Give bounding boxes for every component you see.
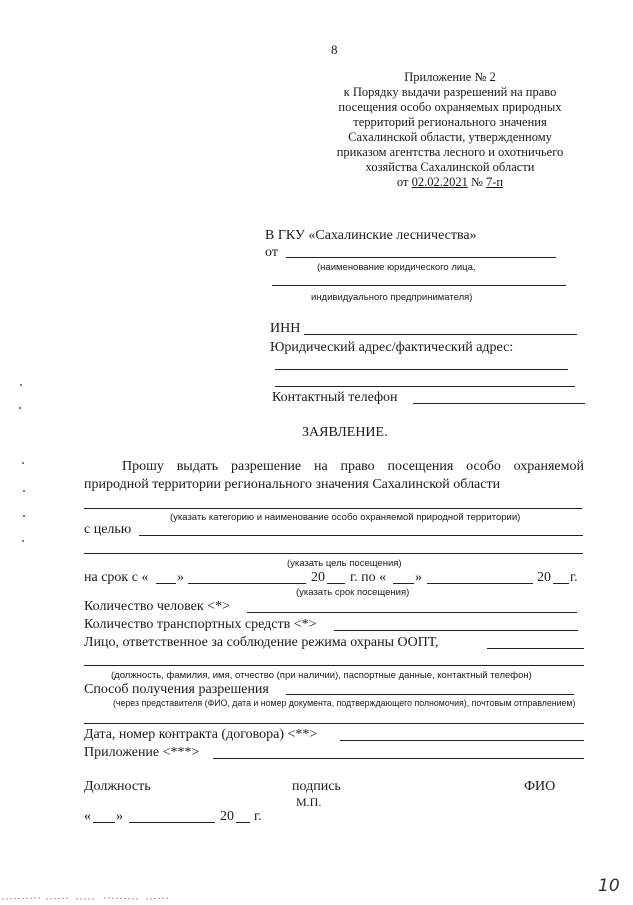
people-count-label: Количество человек <*> <box>84 599 230 614</box>
responsible-input[interactable] <box>487 648 584 649</box>
document-title: ЗАЯВЛЕНИЕ. <box>302 425 388 440</box>
signature-year-suffix: г. <box>254 809 262 824</box>
phone-label: Контактный телефон <box>272 390 398 405</box>
term-prefix: на срок с « <box>84 570 149 585</box>
term-year-2: 20 <box>537 570 551 585</box>
term-year-from[interactable] <box>327 583 345 584</box>
vehicle-count-input[interactable] <box>334 630 578 631</box>
contract-label: Дата, номер контракта (договора) <**> <box>84 727 318 742</box>
responsible-label: Лицо, ответственное за соблюдение режима охраны ООПТ, <box>84 635 439 650</box>
purpose-input-line[interactable] <box>139 535 583 536</box>
appendix-line: хозяйства Сахалинской области <box>365 160 535 174</box>
order-number: 7-п <box>486 175 504 189</box>
phone-input-line[interactable] <box>413 403 585 404</box>
signature-month-input[interactable] <box>129 822 215 823</box>
appendix-line: к Порядку выдачи разрешений на право <box>343 85 557 99</box>
signature-year: 20 <box>220 809 234 824</box>
appendix-line: приказом агентства лесного и охотничьего <box>336 145 564 159</box>
responsible-hint: (должность, фамилия, имя, отчество (при наличии), паспортные данные, контактный телефон) <box>111 670 532 681</box>
term-year-to[interactable] <box>553 583 569 584</box>
scan-speck <box>20 384 22 386</box>
scan-edge-noise <box>0 893 300 903</box>
term-year-1: 20 <box>311 570 325 585</box>
address-input-line-2[interactable] <box>275 386 575 387</box>
scan-speck <box>23 490 25 492</box>
page-number: 8 <box>331 42 338 57</box>
order-date: 02.02.2021 <box>411 175 468 189</box>
term-month-to[interactable] <box>427 583 533 584</box>
term-hint: (указать срок посещения) <box>296 587 410 598</box>
scan-speck <box>23 515 25 517</box>
responsible-input-2[interactable] <box>84 665 584 666</box>
addressee-to: В ГКУ «Сахалинские лесничества» <box>265 228 477 243</box>
signature-year-input[interactable] <box>236 822 250 823</box>
from-input-line[interactable] <box>286 257 556 258</box>
territory-hint: (указать категорию и наименование особо охраняемой природной территории) <box>170 512 521 523</box>
attachment-label: Приложение <***> <box>84 745 200 760</box>
vehicle-count-label: Количество транспортных средств <*> <box>84 617 317 632</box>
from-hint-1: (наименование юридического лица, <box>317 262 476 273</box>
term-day-from[interactable] <box>156 583 176 584</box>
people-count-input[interactable] <box>247 612 577 613</box>
term-quote-close-2: » <box>415 570 422 585</box>
signature-sign: подпись <box>292 779 341 794</box>
appendix-line: Приложение № 2 <box>404 70 496 84</box>
term-day-to[interactable] <box>393 583 414 584</box>
contract-input[interactable] <box>340 740 584 741</box>
inn-label: ИНН <box>270 321 301 336</box>
appendix-line: посещения особо охраняемых природных <box>338 100 562 114</box>
from-hint-2: индивидуального предпринимателя) <box>311 292 473 303</box>
method-input-2[interactable] <box>84 723 584 724</box>
signature-fio: ФИО <box>524 779 556 794</box>
territory-input-line[interactable] <box>84 508 582 509</box>
term-mid: г. по « <box>350 570 387 585</box>
method-input[interactable] <box>286 694 574 695</box>
signature-stamp: М.П. <box>296 795 322 809</box>
term-end: г. <box>570 570 578 585</box>
method-hint: (через представителя (ФИО, дата и номер документа, подтверждающего полномочия), почтовым отправлением) <box>113 698 576 708</box>
appendix-block <box>300 70 600 190</box>
signature-date-open: « <box>84 809 91 824</box>
request-paragraph: Прошу выдать разрешение на право посещения особо охраняемой природной территории регионального значения Сахалинской области <box>84 459 584 492</box>
address-label: Юридический адрес/фактический адрес: <box>270 340 514 355</box>
scan-speck <box>22 462 24 464</box>
handwritten-page-number: 10 <box>598 876 620 896</box>
scan-speck <box>19 407 21 409</box>
method-label: Способ получения разрешения <box>84 682 269 697</box>
appendix-line: Сахалинской области, утвержденному <box>348 130 552 144</box>
purpose-label: с целью <box>84 522 132 537</box>
from-input-line-2[interactable] <box>272 285 566 286</box>
inn-input-line[interactable] <box>304 334 577 335</box>
address-input-line-1[interactable] <box>275 369 568 370</box>
scan-speck <box>22 540 24 542</box>
appendix-order-ref: от 02.02.2021 № 7-п <box>396 175 504 189</box>
purpose-hint: (указать цель посещения) <box>287 558 402 569</box>
purpose-input-line-2[interactable] <box>84 553 583 554</box>
attachment-input[interactable] <box>213 758 584 759</box>
appendix-line: территорий регионального значения <box>353 115 547 129</box>
signature-date-close: » <box>116 809 123 824</box>
signature-day-input[interactable] <box>93 822 115 823</box>
term-quote-close: » <box>177 570 184 585</box>
signature-position: Должность <box>84 779 151 794</box>
term-month-from[interactable] <box>188 583 306 584</box>
addressee-from-label: от <box>265 245 278 260</box>
